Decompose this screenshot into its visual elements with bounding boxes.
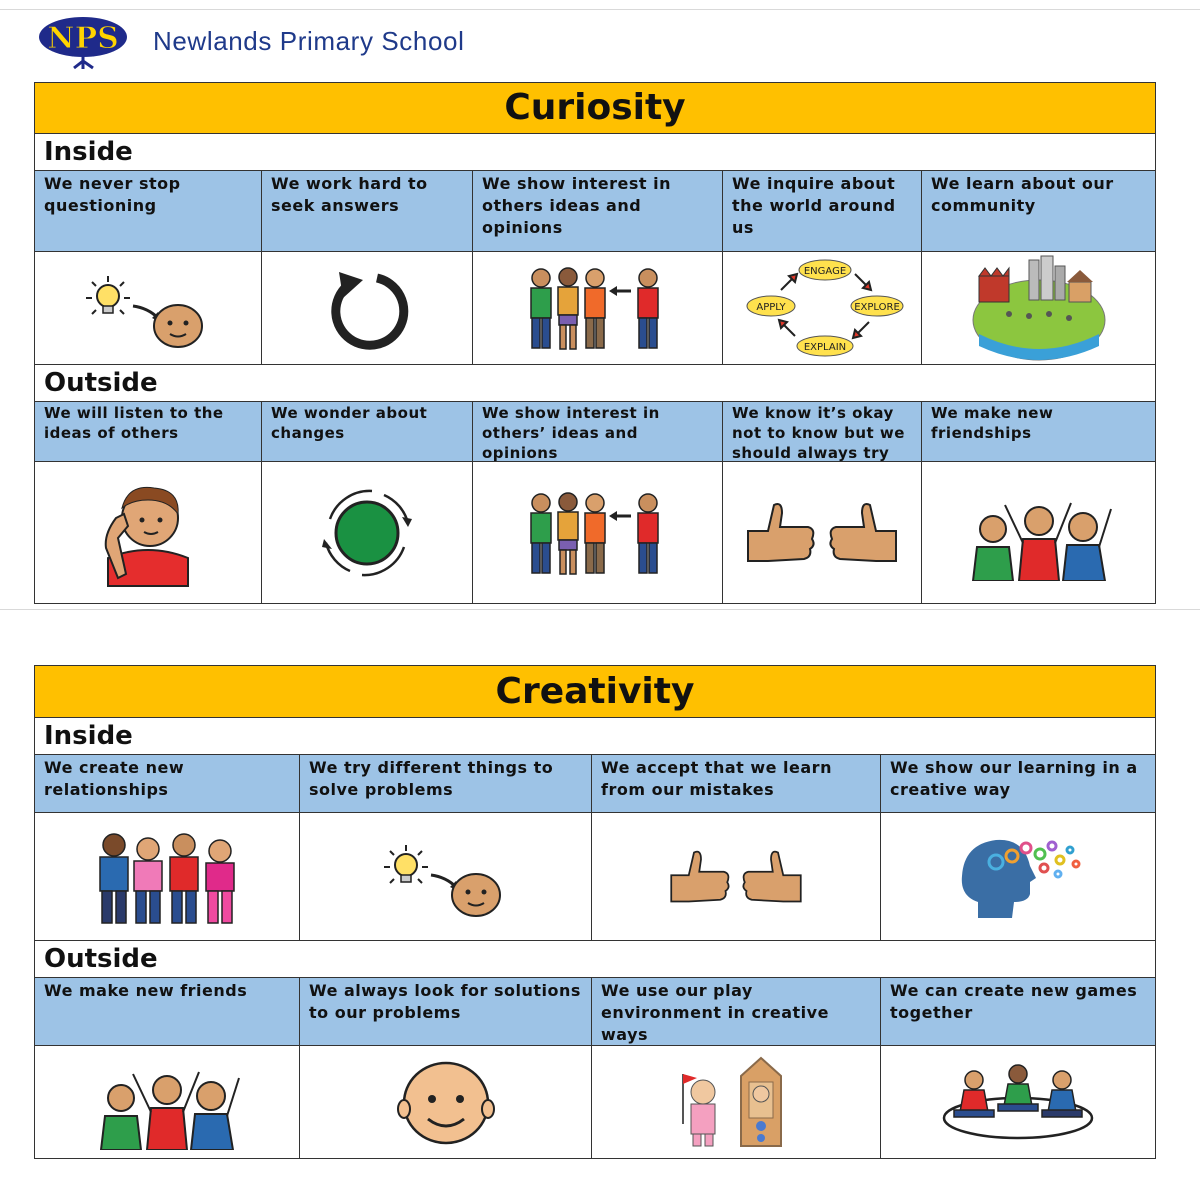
creativity-title: Creativity bbox=[35, 666, 1155, 718]
curiosity-outside-pic-row bbox=[35, 462, 1155, 603]
curiosity-inside-item-4-text: We inquire about the world around us bbox=[723, 171, 922, 251]
creativity-outside-text-row bbox=[35, 978, 1155, 1046]
creativity-inside-text-row bbox=[35, 755, 1155, 813]
curiosity-inside-item-1-text: We never stop questioning bbox=[35, 171, 262, 251]
creativity-panel bbox=[34, 665, 1156, 1159]
curiosity-inside-item-3-text: We show interest in others ideas and opinions bbox=[473, 171, 723, 251]
curiosity-inside-pic-row bbox=[35, 252, 1155, 365]
cycle-label-explain: EXPLAIN bbox=[803, 342, 847, 353]
change-cycle-icon bbox=[262, 462, 473, 603]
curiosity-outside-item-5-text: We make new friendships bbox=[931, 404, 1054, 442]
creativity-outside-item-2-text: We always look for solutions to our problems bbox=[300, 978, 592, 1045]
happy-face-icon bbox=[300, 1046, 592, 1158]
creativity-outside-item-4-text: We can create new games together bbox=[890, 981, 1138, 1022]
creativity-outside-item-1-text: We make new friends bbox=[35, 978, 300, 1045]
top-divider bbox=[0, 9, 1200, 10]
curiosity-outside-item-3-text: We show interest in others’ ideas and opinions bbox=[473, 402, 723, 461]
section-divider bbox=[0, 609, 1200, 610]
friends-waving-icon bbox=[35, 1046, 300, 1158]
curiosity-inside-item-5-text: We learn about our community bbox=[931, 174, 1114, 215]
engage-explore-explain-apply-cycle-icon bbox=[723, 252, 922, 364]
children-group-icon bbox=[35, 813, 300, 940]
children-circle-game-icon bbox=[881, 1046, 1155, 1158]
curiosity-outside-item-4-text: We know it’s okay not to know but we should always try bbox=[723, 402, 922, 461]
creativity-inside-item-3-text: We accept that we learn from our mistakes bbox=[592, 755, 881, 812]
idea-thinking-icon bbox=[300, 813, 592, 940]
creativity-outside-item-3-text: We use our play environment in creative ways bbox=[592, 978, 881, 1045]
creativity-outside-pic-row bbox=[35, 1046, 1155, 1158]
repeat-arrow-icon bbox=[262, 252, 473, 364]
creativity-outside-label: Outside bbox=[35, 941, 1155, 978]
creativity-inside-item-2-text: We try different things to solve problems bbox=[300, 755, 592, 812]
curiosity-outside-text-row bbox=[35, 402, 1155, 462]
creativity-inside-pic-row bbox=[35, 813, 1155, 941]
friends-waving-icon bbox=[922, 462, 1155, 603]
group-listening-icon bbox=[473, 252, 723, 364]
curiosity-outside-item-1-text: We will listen to the ideas of others bbox=[35, 402, 262, 461]
school-logo bbox=[36, 15, 132, 71]
idea-thinking-icon bbox=[35, 252, 262, 364]
school-name: Newlands Primary School bbox=[153, 26, 465, 56]
group-listening-icon bbox=[473, 462, 723, 603]
curiosity-inside-item-2-text: We work hard to seek answers bbox=[262, 171, 473, 251]
cycle-label-explore: EXPLORE bbox=[854, 302, 900, 313]
cycle-label-apply: APPLY bbox=[756, 302, 786, 313]
thumbs-up-icon bbox=[592, 813, 881, 940]
creative-head-gears-icon bbox=[881, 813, 1155, 940]
thumbs-up-icon bbox=[723, 462, 922, 603]
cardboard-rocket-play-icon bbox=[592, 1046, 881, 1158]
creativity-inside-item-4-text: We show our learning in a creative way bbox=[890, 758, 1138, 799]
curiosity-title: Curiosity bbox=[35, 83, 1155, 134]
logo-text: NPS bbox=[47, 21, 119, 56]
boy-listening-icon bbox=[35, 462, 262, 603]
creativity-inside-item-1-text: We create new relationships bbox=[35, 755, 300, 812]
curiosity-panel bbox=[34, 82, 1156, 604]
curiosity-outside-label: Outside bbox=[35, 365, 1155, 402]
community-town-icon bbox=[922, 252, 1155, 364]
curiosity-outside-item-2-text: We wonder about changes bbox=[262, 402, 473, 461]
cycle-label-engage: ENGAGE bbox=[803, 266, 847, 277]
curiosity-inside-text-row bbox=[35, 171, 1155, 252]
curiosity-inside-label: Inside bbox=[35, 134, 1155, 171]
creativity-inside-label: Inside bbox=[35, 718, 1155, 755]
